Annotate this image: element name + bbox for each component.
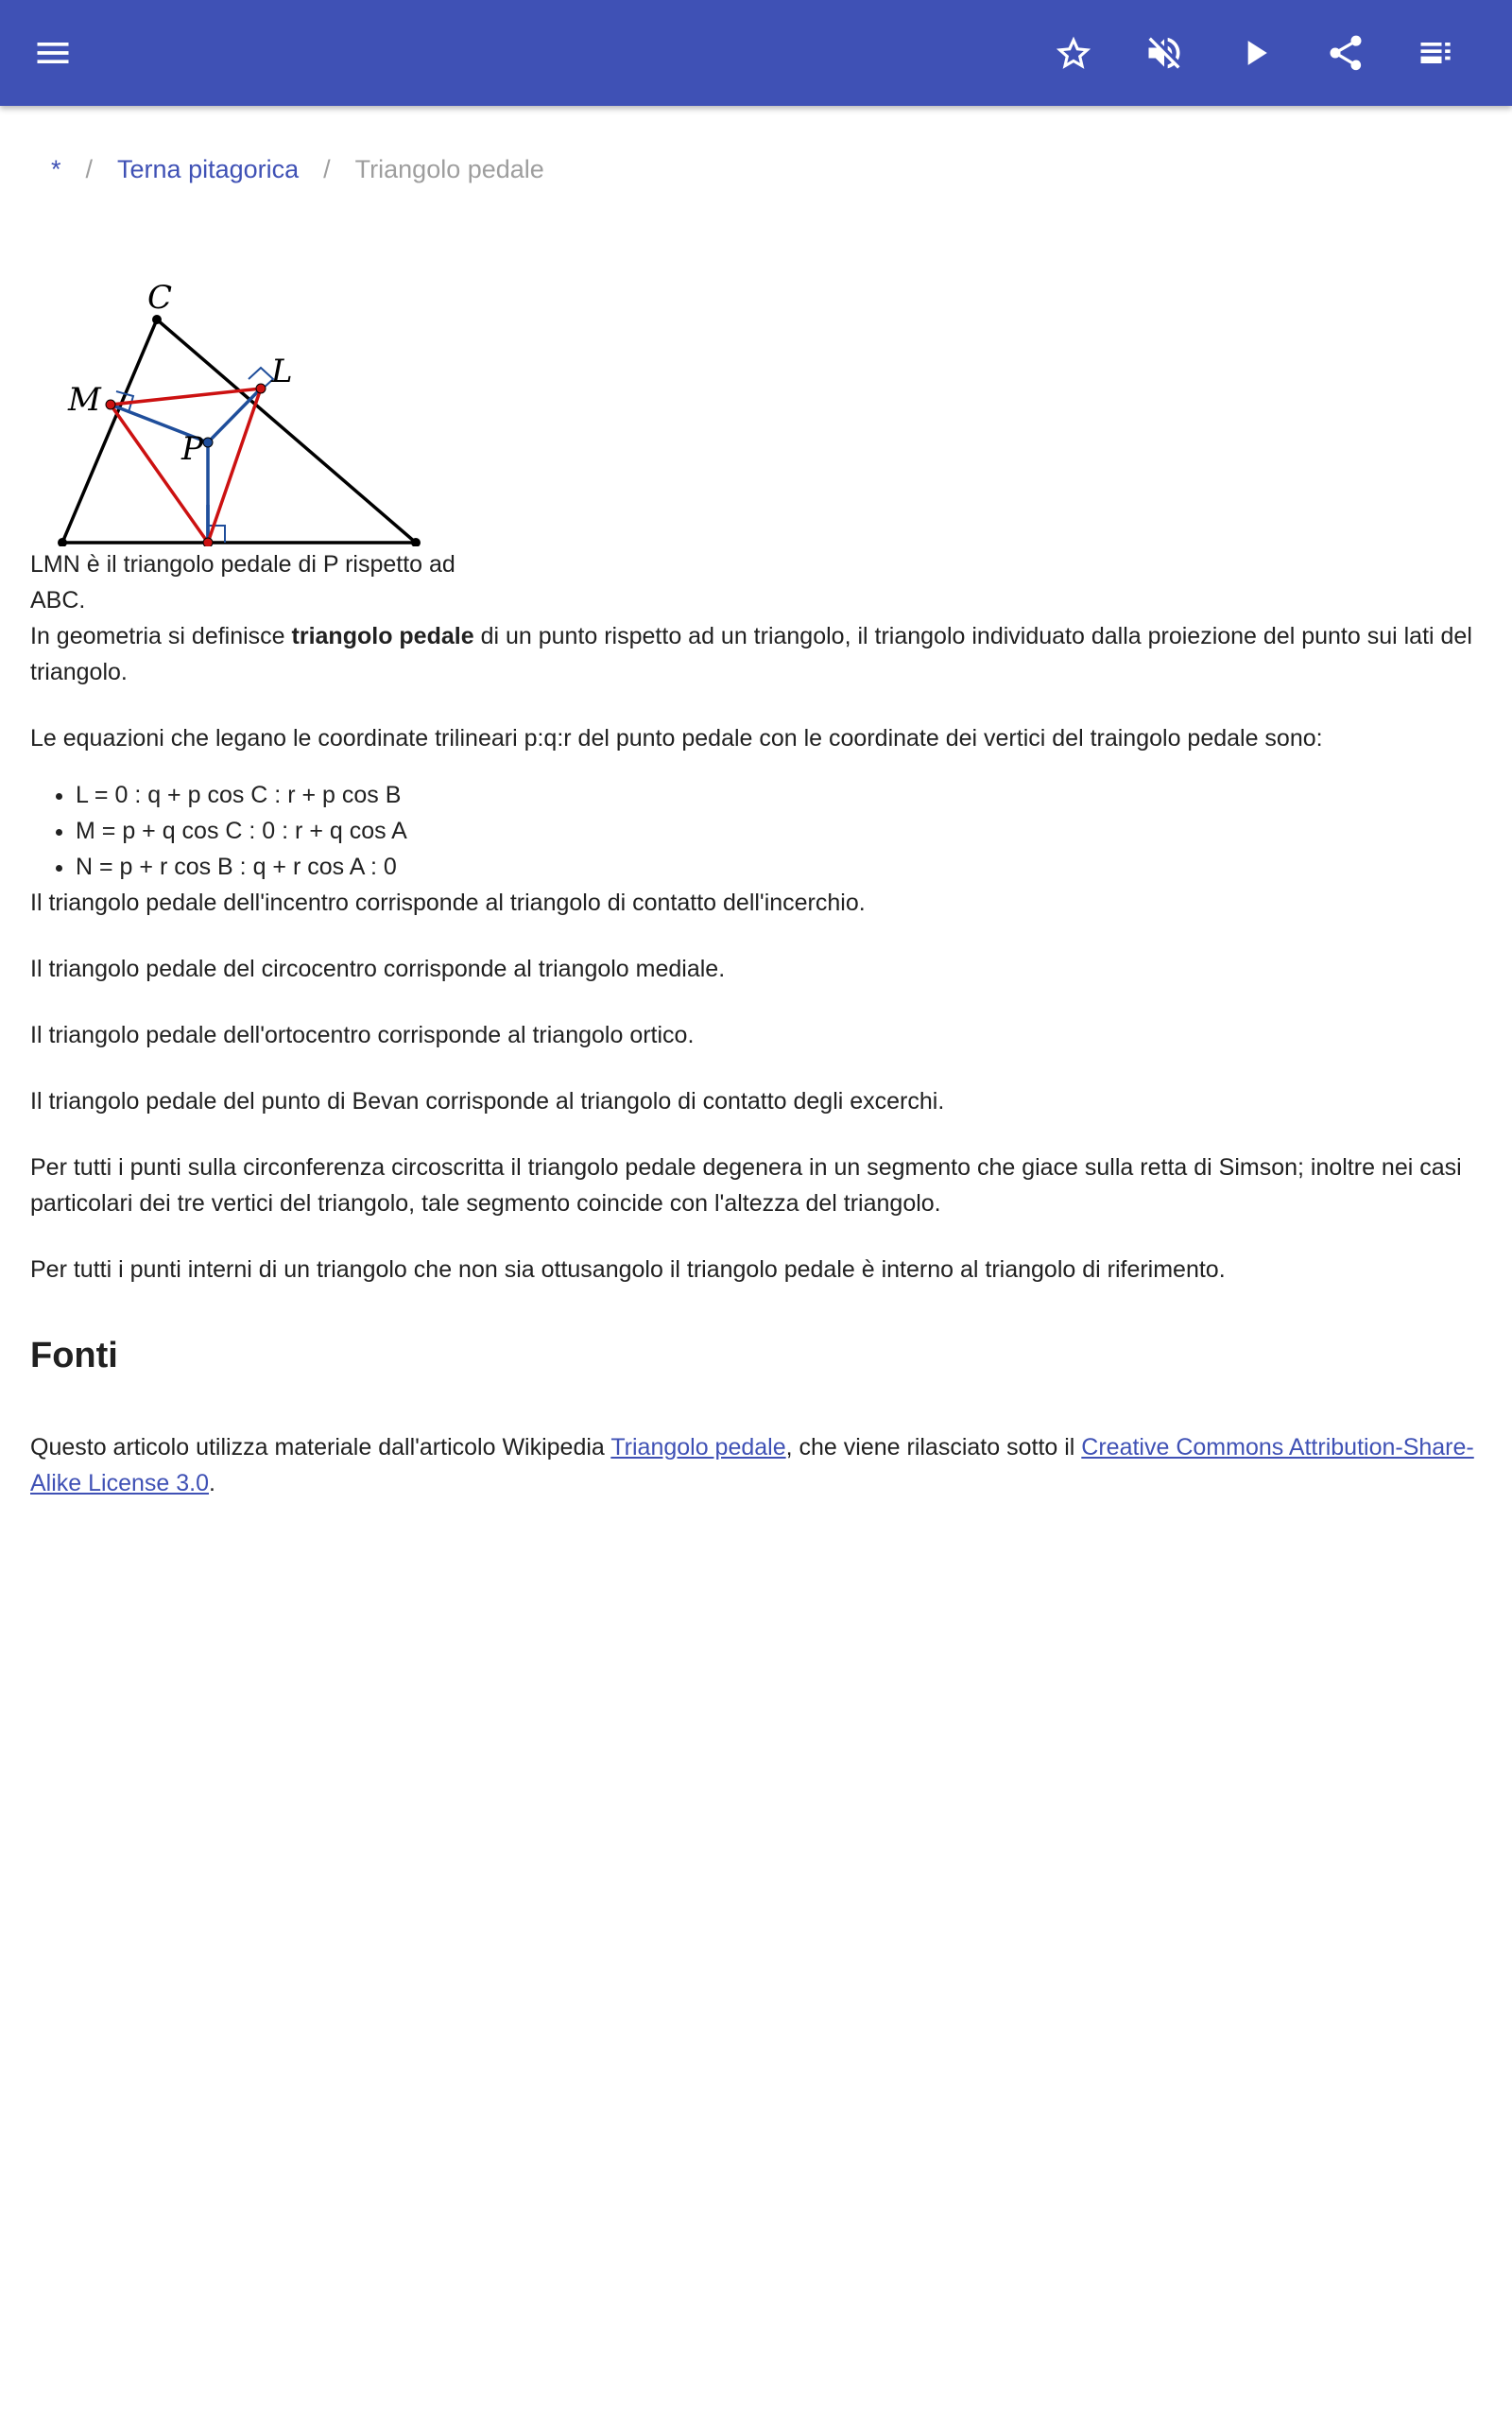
- sources-text-end: .: [209, 1470, 215, 1496]
- sources-heading: Fonti: [30, 1336, 118, 1375]
- paragraph-ortocentro: Il triangolo pedale dell'ortocentro corrisponde al triangolo ortico.: [30, 1022, 695, 1048]
- playlist-icon[interactable]: [1410, 26, 1463, 79]
- pedal-triangle-diagram: [30, 214, 465, 546]
- paragraph-interni: Per tutti i punti interni di un triangolo che non sia ottusangolo il triangolo pedale è interno al triangolo di riferimento.: [30, 1256, 1226, 1283]
- play-icon[interactable]: [1228, 26, 1281, 79]
- license-link[interactable]: Creative Commons Attribution-Share-Alike License 3.0: [30, 1434, 1474, 1496]
- share-icon[interactable]: [1319, 26, 1372, 79]
- breadcrumb: [51, 151, 1482, 187]
- intro-term: triangolo pedale: [291, 623, 474, 649]
- equation-item: • M = p + q cos C : 0 : r + q cos A: [76, 813, 1482, 849]
- equation-item: • L = 0 : q + p cos C : r + p cos B: [76, 777, 1482, 813]
- sources-text-mid: , che viene rilasciato sotto il: [785, 1434, 1082, 1461]
- breadcrumb-separator: /: [85, 155, 94, 183]
- points: [58, 315, 421, 546]
- pedal-triangle-figure[interactable]: [30, 214, 465, 618]
- intro-text: In geometria si definisce: [30, 623, 292, 649]
- breadcrumb-current: Triangolo pedale: [354, 155, 544, 183]
- intro-paragraph: [30, 618, 1482, 690]
- equation-item: • N = p + r cos B : q + r cos A : 0: [76, 849, 1482, 885]
- volume-off-icon[interactable]: [1138, 26, 1191, 79]
- label-p: P: [181, 430, 203, 468]
- wikipedia-article-link[interactable]: Triangolo pedale: [610, 1434, 786, 1461]
- article-content: [30, 151, 1482, 1531]
- paragraph-incentro: Il triangolo pedale dell'incentro corrisponde al triangolo di contatto dell'incerchio.: [30, 890, 866, 916]
- sources-text: Questo articolo utilizza materiale dall'articolo Wikipedia: [30, 1434, 611, 1461]
- equations-list: [30, 777, 1482, 885]
- intro-text-rest: di un punto rispetto ad un triangolo, il triangolo individuato dalla proiezione del punto sui lati del triangolo.: [30, 623, 1472, 685]
- label-c: C: [147, 279, 173, 317]
- paragraph-simson: Per tutti i punti sulla circonferenza circoscritta il triangolo pedale degenera in un segmento che giace sulla retta di Simson; inoltre nei casi particolari dei tre vertici del triangolo, tale segmento coincide con l'altezza del triangolo.: [30, 1154, 1462, 1217]
- app-bar: [0, 0, 1512, 106]
- breadcrumb-separator: /: [323, 155, 331, 183]
- paragraph-circocentro: Il triangolo pedale del circocentro corrisponde al triangolo mediale.: [30, 956, 726, 982]
- menu-icon[interactable]: [26, 26, 79, 79]
- sources-paragraph: [30, 1429, 1482, 1501]
- triangle-abc: [62, 320, 416, 543]
- breadcrumb-home-link[interactable]: *: [51, 155, 61, 183]
- label-m: M: [68, 381, 101, 419]
- star-outline-icon[interactable]: [1047, 26, 1100, 79]
- label-l: L: [271, 353, 293, 390]
- paragraph-bevan: Il triangolo pedale del punto di Bevan corrisponde al triangolo di contatto degli excerchi.: [30, 1088, 945, 1115]
- figure-caption: LMN è il triangolo pedale di P rispetto ad ABC.: [30, 551, 455, 614]
- breadcrumb-parent-link[interactable]: Terna pitagorica: [117, 155, 300, 183]
- equations-intro: Le equazioni che legano le coordinate trilineari p:q:r del punto pedale con le coordinate dei vertici del traingolo pedale sono:: [30, 725, 1323, 752]
